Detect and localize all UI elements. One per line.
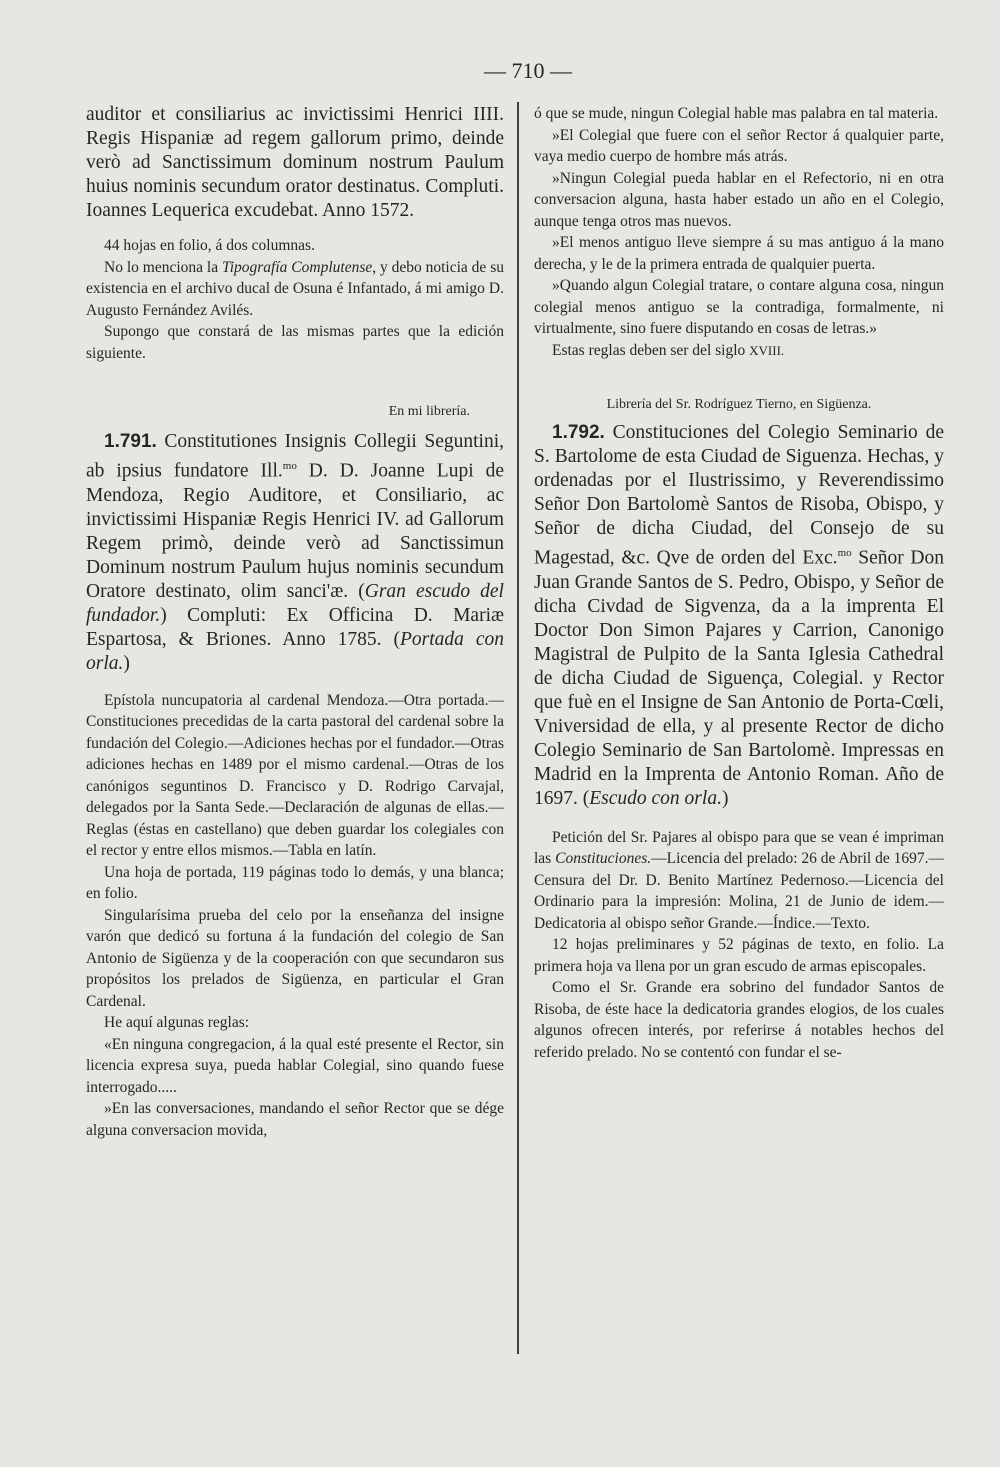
description-paragraph: Una hoja de portada, 119 páginas todo lo demás, y una blanca; en folio.	[86, 863, 504, 902]
quoted-rule: ó que se mude, ningun Colegial hable mas palabra en tal materia.	[534, 105, 939, 122]
description-paragraph	[86, 257, 504, 322]
superscript: mo	[837, 547, 852, 559]
italic-note: Escudo con orla.	[589, 787, 722, 809]
italic-title: Constituciones.	[555, 850, 652, 867]
entry-number: 1.791.	[104, 431, 157, 452]
text-run: D. D. Joanne Lupi de Mendoza, Regio Auditore, et Consiliario, ac invictissimi Hispaniæ Regis Henrici IV. ad Gallorum Regem primò, deinde verò ad Sanctissimun Dominum nostrum Paulum hujus nominis secundum Oratore destinato, olim sanci'æ. (	[86, 460, 504, 602]
text-run: —Licencia del prelado: 26 de Abril de 1697.—Censura del Dr. D. Benito Martínez Pedernoso.—Licencia del Ordinario para la impresión: Molina, 21 de Junio de idem.—Dedicatoria al obispo señor Grande.—Índice.—Texto.	[534, 850, 944, 932]
page-number: — 710 —	[484, 58, 572, 83]
quoted-rule: »Quando algun Colegial tratare, o contare alguna cosa, ningun colegial menos antiguo se la contradiga, formalmente, ni virtualmente, sino fuere disputando en cosas de letras.»	[534, 277, 944, 337]
text-run: Petición del Sr. Pajares al obispo para que se vean é impriman las	[534, 828, 944, 867]
italic-note: Portada con orla.	[86, 628, 504, 674]
location-note: En mi librería.	[388, 404, 470, 419]
catalog-entry-1792	[534, 421, 944, 811]
text-run: )	[123, 652, 130, 674]
text-run: ) Compluti: Ex Officina D. Mariæ Espartosa, & Briones. Anno 1785. (	[86, 604, 504, 650]
text-run: No lo menciona la	[104, 258, 222, 276]
description-paragraph: Singularísima prueba del celo por la enseñanza del insigne varón que dedicó su fortuna á la fundación del colegio de San Antonio de Sigüenza y de la cooperación con que secundaron sus propósitos los prelados de Sigüenza, en particular el Gran Cardenal.	[86, 906, 504, 1010]
left-column	[86, 103, 504, 1141]
italic-note: Gran escudo del fundador.	[86, 580, 504, 626]
catalog-entry-1791	[86, 430, 504, 676]
text-run: Constitutiones Insignis Collegii Seguntini, ab ipsius fundatore Ill.	[86, 431, 504, 482]
quoted-rule: »El Colegial que fuere con el señor Rector á qualquier parte, vaya medio cuerpo de hombre más atrás.	[534, 126, 944, 165]
description-paragraph: 44 hojas en folio, á dos columnas.	[104, 237, 315, 254]
text-run: Estas reglas deben ser del siglo	[552, 341, 750, 359]
superscript: mo	[282, 460, 297, 472]
quoted-rule: »En las conversaciones, mandando el señor Rector que se dége alguna conversacion movida,	[86, 1100, 504, 1139]
entry-continuation: auditor et consiliarius ac invictissimi Henrici IIII. Regis Hispaniæ ad regem gallorum primo, deinde verò ad Sanctissimum dominum nostrum Paulum huius nominis secundum orator destinatus. Compluti. Ioannes Lequerica excudebat. Anno 1572.	[86, 104, 504, 221]
description-paragraph: He aquí algunas reglas:	[104, 1014, 250, 1031]
description-paragraph: Epístola nuncupatoria al cardenal Mendoza.—Otra portada.—Constituciones precedidas de la carta pastoral del cardenal sobre la fundación del Colegio.—Adiciones hechas por el fundador.—Otras adiciones hechas en 1489 por el mismo cardenal.—Otras de los canónigos seguntinos D. Francisco y D. Rodrigo Carvajal, delegados por la Santa Sede.—Declaración de algunas de ellas.—Reglas (éstas en castellano) que deben guardar los colegiales con el rector y entre ellos mismos.—Tabla en latín.	[86, 691, 504, 859]
text-run: Señor Don Juan Grande Santos de S. Pedro, Obispo, y Señor de dicha Civdad de Sigvenza, da a la imprenta El Doctor Don Simon Pajares y Carrion, Canonigo Magistral de Pulpito de la Santa Iglesia Cathedral de dicha Ciudad de Siguença, Colegial. y Rector que fuè en el Insigne de San Antonio de Porta-Cœli, Vniversidad de ella, y al presente Rector de dicho Colegio Seminario de San Bartolomè. Impressas en Madrid en la Imprenta de Antonio Roman. Año de 1697. (	[534, 547, 944, 809]
text-run: Constituciones del Colegio Seminario de S. Bartolome de esta Ciudad de Siguenza. Hechas, y ordenadas por el Ilustrissimo, y Reverendissimo Señor Don Bartolomè Santos de Risoba, Obispo, y Señor de dicha Ciudad, del Consejo de su Magestad, &c. Qve de orden del Exc.	[534, 422, 944, 569]
text-run: , y debo noticia de su existencia en el archivo ducal de Osuna é Infantado, á mi amigo D. Augusto Fernández Avilés.	[86, 258, 504, 319]
description-paragraph: Como el Sr. Grande era sobrino del fundador Santos de Risoba, de éste hace la dedicatoria grandes elogios, de los cuales algunos ofrecen interés, por referirse á notables hechos del referido prelado. No se contentó con fundar el se-	[534, 979, 944, 1061]
text-run: )	[721, 787, 729, 809]
description-paragraph	[534, 340, 944, 362]
century-smallcaps: XVIII.	[749, 342, 785, 358]
location-note: Librería del Sr. Rodríguez Tierno, en Sigüenza.	[606, 397, 872, 412]
description-paragraph: Supongo que constará de las mismas partes que la edición siguiente.	[86, 323, 504, 362]
quoted-rule: »Ningun Colegial pueda hablar en el Refectorio, ni en otra conversacion alguna, hasta haber estado un año en el Colegio, aunque tenga otros mas nuevos.	[534, 169, 944, 230]
italic-title: Tipografía Complutense	[221, 258, 373, 276]
right-column	[534, 103, 944, 1063]
entry-number: 1.792.	[552, 422, 605, 443]
quoted-rule: «En ninguna congregacion, á la qual esté presente el Rector, sin licencia expresa suya, pueda hablar Colegial, sino quando fuese interrogado.....	[86, 1035, 504, 1096]
quoted-rule: »El menos antiguo lleve siempre á su mas antiguo á la mano derecha, y le de la primera entrada de qualquier puerta.	[534, 234, 944, 273]
description-paragraph: 12 hojas preliminares y 52 páginas de texto, en folio. La primera hoja va llena por un gran escudo de armas episcopales.	[534, 936, 944, 975]
description-paragraph	[534, 827, 944, 935]
column-divider	[517, 102, 519, 1354]
